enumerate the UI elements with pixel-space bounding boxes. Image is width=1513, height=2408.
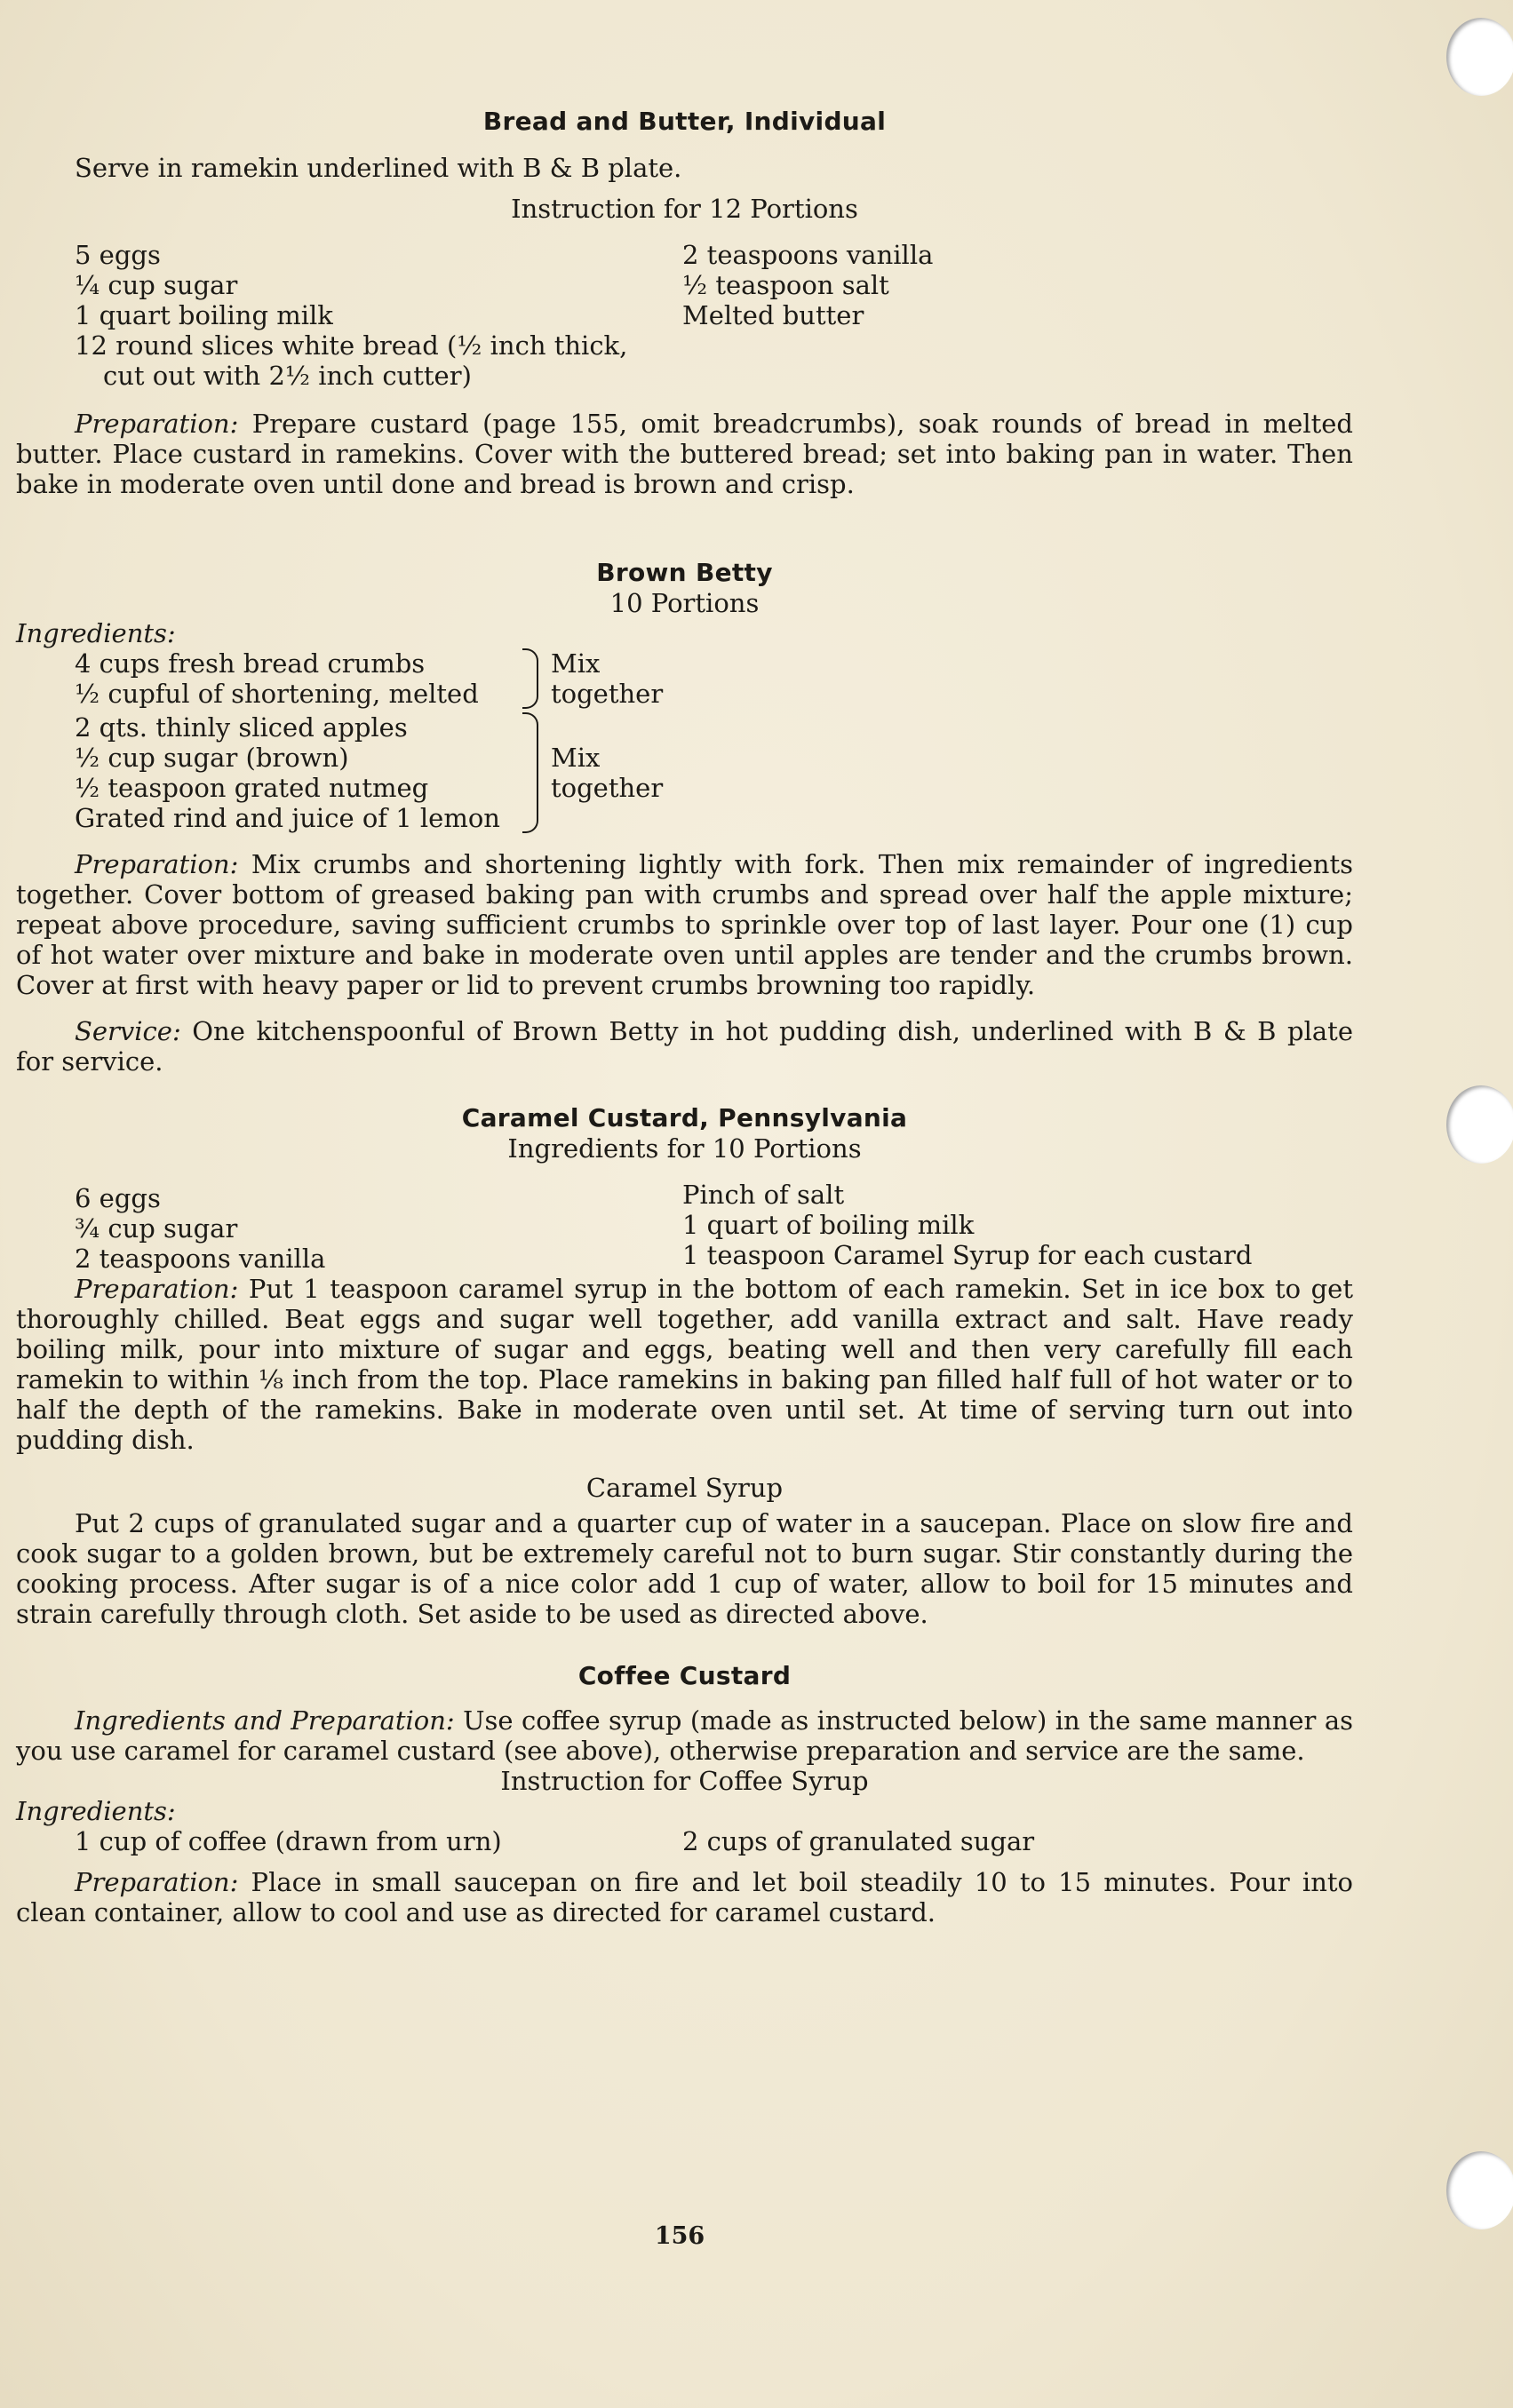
ingredient: 5 eggs [75,240,161,270]
ingredient: ½ teaspoon salt [682,270,889,300]
ingredient-group-1 [16,648,1353,709]
brace [522,712,538,833]
ingredients-right [682,1180,1353,1274]
recipe-title: Coffee Custard [577,1661,792,1690]
ingredients-right [682,240,1353,391]
service-text: Service: One kitchenspoonful of Brown Betty in hot pudding dish, underlined with B & B plate for service. [16,1016,1353,1077]
ingredient: 1 quart boiling milk [75,300,333,330]
page-content [16,107,1353,1927]
preparation-text: Preparation: Mix crumbs and shortening lightly with fork. Then mix remainder of ingredients together. Cover bottom of greased baking pan with crumbs and spread over half the apple mixture; repeat above procedure, saving sufficient crumbs to sprinkle over top of last layer. Pour one (1) cup of hot water over mixture and bake in moderate oven until apples are tender and the crumbs brown. Cover at first with heavy paper or lid to prevent crumbs browning too rapidly. [16,849,1353,1000]
preparation-label: Preparation: [75,849,239,879]
ingredients-list [16,1180,1353,1274]
recipe-title: Brown Betty [596,558,773,587]
ingredient: ½ cupful of shortening, melted [75,679,479,709]
syrup-subtitle: Caramel Syrup [585,1473,784,1503]
recipe-coffee-custard [16,1661,1353,1927]
preparation-label: Preparation: [75,1274,239,1304]
ingredient: 12 round slices white bread (½ inch thick, [75,330,628,361]
ingredient: ½ cup sugar (brown) [75,743,349,773]
ingredient: ½ teaspoon grated nutmeg [75,773,429,803]
ingredient: cut out with 2½ inch cutter) [103,361,472,391]
ingredient: 1 quart of boiling milk [682,1210,975,1240]
binder-hole-middle [1446,1085,1513,1164]
ingredients-left [16,240,682,391]
recipe-caramel-custard [16,1103,1353,1629]
preparation-text: Preparation: Put 1 teaspoon caramel syrup in the bottom of each ramekin. Set in ice box to get thoroughly chilled. Beat eggs and sugar well together, add vanilla extract and salt. Have ready boiling milk, pour into mixture of sugar and eggs, beating well and then very carefully fill each ramekin to within ⅛ inch from the top. Place ramekins in baking pan filled half full of hot water or to half the depth of the ramekins. Bake in moderate oven until set. At time of serving turn out into pudding dish. [16,1274,1353,1455]
ingredient: 4 cups fresh bread crumbs [75,648,426,679]
recipe-title: Bread and Butter, Individual [482,107,887,136]
portions-subtitle: Ingredients for 10 Portions [507,1133,862,1164]
syrup-subtitle: Instruction for Coffee Syrup [500,1766,869,1796]
ingredients-list [16,1826,1353,1856]
ingredients-label: Ingredients: [16,1796,176,1826]
recipe-bread-butter [16,107,1353,499]
preparation-label: Preparation: [75,1867,239,1897]
ingredients-preparation-label: Ingredients and Preparation: [75,1705,455,1736]
ingredient: 2 cups of granulated sugar [682,1826,1035,1856]
brace [522,648,538,709]
binder-hole-top [1446,18,1513,96]
portions-subtitle: 10 Portions [609,588,760,618]
ingredients-left [16,1180,682,1274]
ingredient: 2 teaspoons vanilla [682,240,934,270]
ingredients-label: Ingredients: [16,618,176,648]
ingredients-list [16,240,1353,391]
recipe-brown-betty [16,558,1353,1077]
ingredient: 2 teaspoons vanilla [75,1244,326,1274]
ingredient: Pinch of salt [682,1180,845,1210]
syrup-text: Put 2 cups of granulated sugar and a quarter cup of water in a saucepan. Place on slow fire and cook sugar to a golden brown, but be extremely careful not to burn sugar. Stir constantly during the cooking process. After sugar is of a nice color add 1 cup of water, allow to boil for 15 minutes and strain carefully through cloth. Set aside to be used as directed above. [16,1508,1353,1629]
ingredient: ¾ cup sugar [75,1213,238,1244]
ingredient: 2 qts. thinly sliced apples [75,712,408,743]
ingredients-preparation-text: Ingredients and Preparation: Use coffee syrup (made as instructed below) in the same manner as you use caramel for caramel custard (see above), otherwise preparation and service are the same. [16,1705,1353,1766]
ingredient: Melted butter [682,300,864,330]
ingredient: 1 cup of coffee (drawn from urn) [75,1826,502,1856]
recipe-title: Caramel Custard, Pennsylvania [461,1103,908,1132]
ingredient: Grated rind and juice of 1 lemon [75,803,500,833]
page-number: 156 [654,2222,705,2250]
ingredient: 1 teaspoon Caramel Syrup for each custard [682,1240,1253,1270]
group-note: Mix together [551,648,664,709]
ingredient: 6 eggs [75,1183,161,1213]
portions-subtitle: Instruction for 12 Portions [511,194,858,224]
service-label: Service: [75,1016,181,1046]
preparation-text: Preparation: Prepare custard (page 155, omit breadcrumbs), soak rounds of bread in melted butter. Place custard in ramekins. Cover with the buttered bread; set into baking pan in water. Then bake in moderate oven until done and bread is brown and crisp. [16,409,1353,499]
group-note: Mix together [551,743,664,803]
binder-hole-bottom [1446,2151,1513,2229]
ingredient: ¼ cup sugar [75,270,238,300]
preparation-label: Preparation: [75,409,239,439]
serving-note: Serve in ramekin underlined with B & B plate. [75,153,682,183]
ingredient-group-2 [16,712,1353,833]
preparation-text: Preparation: Place in small saucepan on fire and let boil steadily 10 to 15 minutes. Pour into clean container, allow to cool and use as directed for caramel custard. [16,1867,1353,1927]
